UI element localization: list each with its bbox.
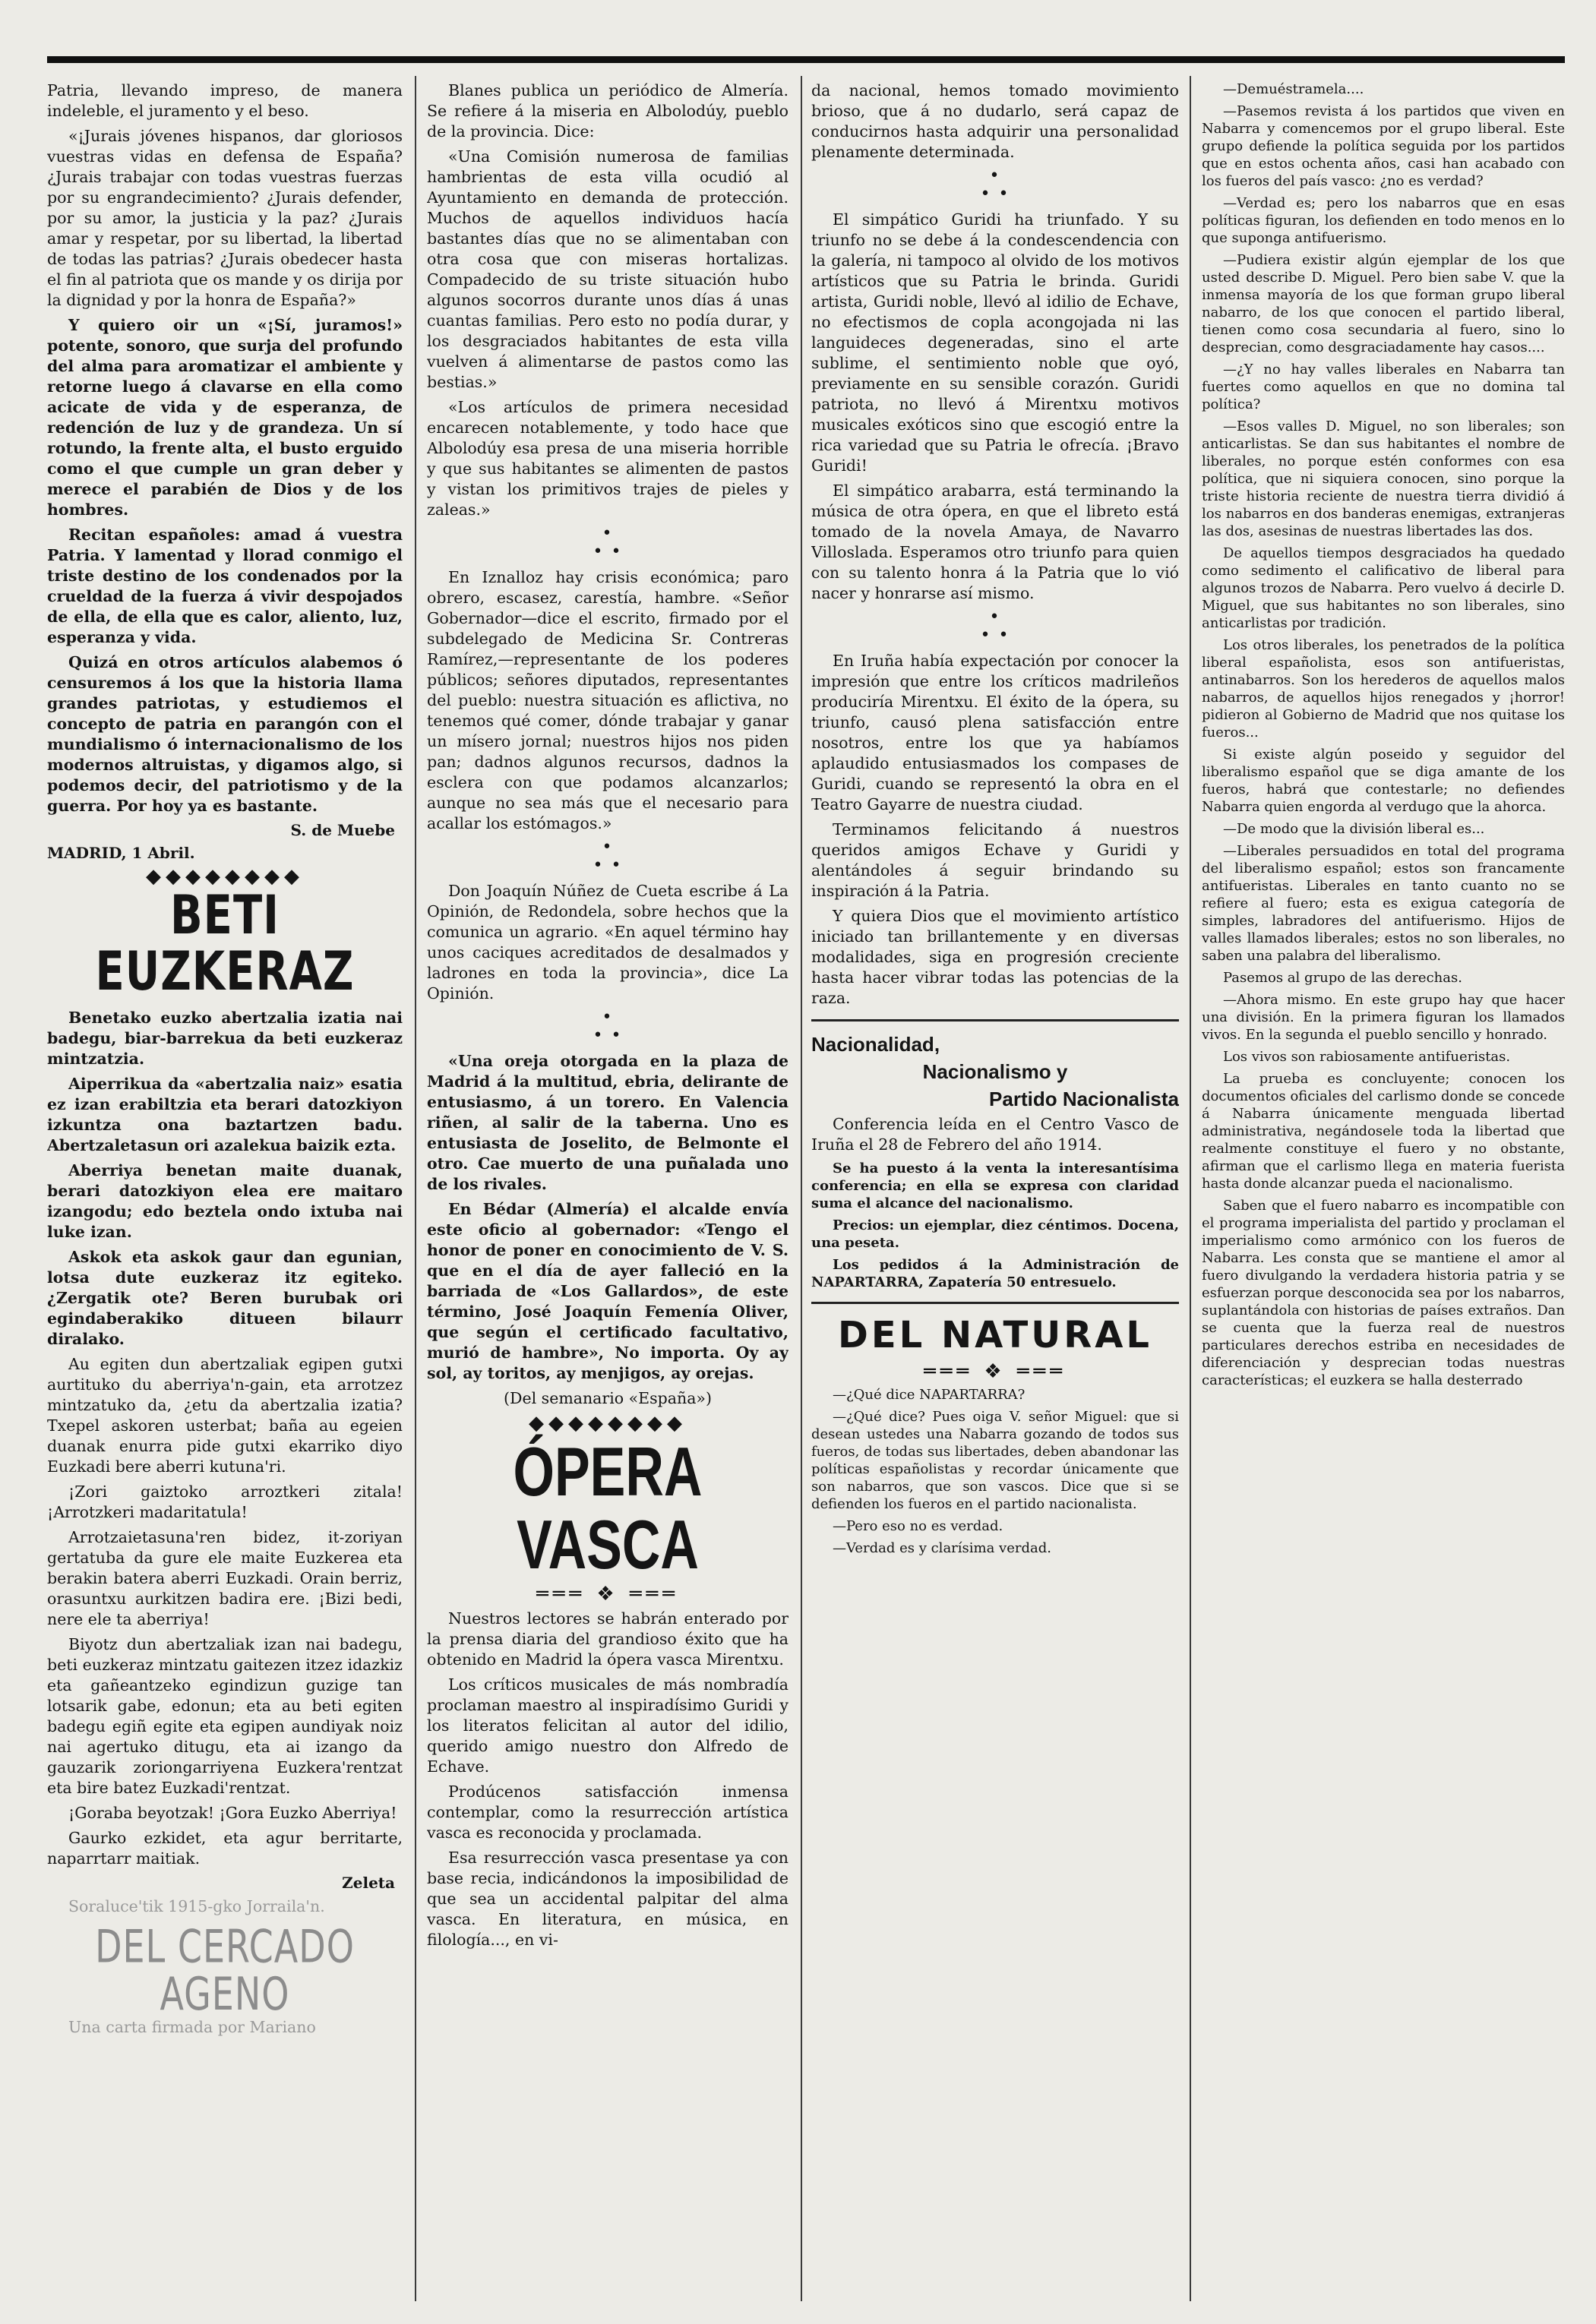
paragraph: —Ahora mismo. En este grupo hay que hacer una división. En la primera figuran los llamados vivos. En la segunda el pueblo sencillo y honrado. — [1202, 992, 1565, 1043]
section-rule — [811, 1019, 1179, 1021]
paragraph: Conferencia leída en el Centro Vasco de Iruña el 28 de Febrero del año 1914. — [811, 1115, 1179, 1154]
paragraph: Biyotz dun abertzaliak izan nai badegu, beti euzkeraz mintzatu gaitezen itzez idazkiz eta gañeantzeko egindizun guzige tan lotsarik gabe, edonun; eta au beti egiten badegu egiñ egite eta egipen aundiyak noiz nai agertuko ditugu, eta ai izango da gauzarik zoriongarriyena Euzkera'rentzat eta bire batez Euzkadi'rentzat. — [47, 1634, 403, 1797]
paragraph: «¡Jurais jóvenes hispanos, dar gloriosos vuestras vidas en defensa de España? ¿Jurais trabajar con todas vuestras fuerzas por su engrandecimiento? ¿Jurais defender, por su amor, la justicia y la paz? ¿Jurais amar y respetar, por su libertad, la libertad de todas las patrias? ¿Jurais obedecer hasta el fin al patriota que os mande y os dirija por la dignidad y por la honra de España?» — [47, 127, 403, 309]
column-1 — [47, 81, 403, 2306]
paragraph: Los otros liberales, los penetrados de la política liberal españolista, esos son antifueristas, antinabarros. Son los herederos de aquellos malos nabarros, de aquellos hijos renegados y ¡horror! pidieron al Gobierno de Madrid que nos quitase los fueros... — [1202, 637, 1565, 740]
headline-del-cercado-ageno: DEL CERCADO AGENO — [95, 1919, 355, 2021]
stars-separator: • • • — [593, 1008, 623, 1045]
paragraph: da nacional, hemos tomado movimiento brioso, que á no dudarlo, será capaz de conducirnos hasta adquirir una personalidad plenamente determinada. — [811, 81, 1179, 161]
paragraph: —Pasemos revista á los partidos que viven en Nabarra y comencemos por el grupo liberal. Este grupo defiende la política seguida por los partidos que en estos ochenta años, casi han acabado con los fueros del país vasco: ¿no es verdad? — [1202, 103, 1565, 189]
paragraph: «Los artículos de primera necesidad encarecen notablemente, y todo hace que Albolodúy esa presa de una miseria horrible y que sus habitantes se alimenten de pastos y vistan los primitivos trajes de pieles y zaleas.» — [427, 398, 789, 519]
paragraph: Una carta firmada por Mariano — [68, 2018, 316, 2037]
paragraph: En Iznalloz hay crisis económica; paro obrero, escasez, carestía, hambre. «Señor Gobernador—dice el escrito, firmado por el subdelegado de Medicina Sr. Contreras Ramírez,—representante de los poderes públicos; señores diputados, representantes del pueblo: nuestra situación es aflictiva, no tenemos qué comer, dónde trabajar y ganar un mísero jornal; nuestros hijos nos piden pan; dadnos algunos recursos, dadnos la esclera con que podamos alcanzarlos; aunque no sea más que el necesario para acallar los estómagos.» — [427, 568, 789, 832]
dateline: MADRID, 1 Abril. — [47, 844, 195, 862]
paragraph: —¿Qué dice NAPARTARRA? — [833, 1387, 1026, 1404]
paragraph: «Una oreja otorgada en la plaza de Madrid á la multitud, ebria, delirante de entusiasmo, á un torero. En Valencia riñen, al salir de la taberna. Uno es entusiasta de Joselito, de Belmonte el otro. Cae muerto de una puñalada uno de los rivales. — [427, 1052, 789, 1193]
paragraph: Y quiera Dios que el movimiento artístico iniciado tan brillantemente y en diversas modalidades, siga en progresión creciente hasta hacer vibrar todas las potencias de la raza. — [811, 907, 1179, 1007]
paragraph: —¿Y no hay valles liberales en Nabarra tan fuertes como aquellos en que no domina tal política? — [1202, 362, 1565, 412]
column-2 — [427, 81, 789, 2306]
paragraph: —Esos valles D. Miguel, no son liberales; son anticarlistas. Se dan sus habitantes el nombre de liberales, no porque estén conformes con esa política, que ni siquiera conocen, sino porque la triste historia reciente de nuestra tierra dividió á los nabarros en dos banderas enemigas, extranjeras las dos, asesinas de nuestras libertades las dos. — [1202, 418, 1565, 539]
paragraph: Recitan españoles: amad á vuestra Patria. Y lamentad y llorad conmigo el triste destino de los condenados por la crueldad de la fuerza á vivir despojados de ella, de ella que es calor, aliento, luz, esperanza y vida. — [47, 526, 403, 646]
paragraph: Y quiero oir un «¡Sí, juramos!» potente, sonoro, que surja del profundo del alma para aromatizar el ambiente y retorne luego á clavarse en ella como acicate de vida y de esperanza, de redención de luz y de grandeza. Un sí rotundo, la frente alta, el busto erguido como el que cumple un gran deber y merece el parabién de Dios y de los hombres. — [47, 316, 403, 519]
paragraph: —Pero eso no es verdad. — [833, 1518, 1003, 1535]
paragraph: Los pedidos á la Administración de NAPARTARRA, Zapatería 50 entresuelo. — [811, 1257, 1179, 1290]
paragraph: Precios: un ejemplar, diez céntimos. Docena, una peseta. — [811, 1217, 1179, 1251]
paragraph: Quizá en otros artículos alabemos ó censuremos á los que la historia llama grandes patriotas, y estudiemos el concepto de patria en parangón con el mundialismo ó internacionalismo de los modernos altruistas, y digamos algo, si podemos decir, del patriotismo y de la guerra. Por hoy ya es bastante. — [47, 653, 403, 815]
paragraph: ¡Goraba beyotzak! ¡Gora Euzko Aberriya! — [68, 1803, 397, 1822]
column-divider — [801, 76, 802, 2301]
column-divider — [415, 76, 416, 2301]
paragraph: Gaurko ezkidet, eta agur berritarte, naparrtarr maitiak. — [47, 1828, 403, 1868]
signature: S. de Muebe — [290, 821, 395, 839]
paragraph: —Pudiera existir algún ejemplar de los que usted describe D. Miguel. Pero bien sabe V. que la inmensa mayoría de los que forman grupo liberal nabarro, de los que conocen el partido liberal, tienen como cosa secundaria al fuero, sino lo desprecian, como desgraciadamente hay casos.... — [1202, 252, 1565, 355]
paragraph: Esa resurrección vasca presentase ya con base recia, indicándonos la imposibilidad de que sea un accidental palpitar del alma vasca. En literatura, en música, en filología..., en vi- — [427, 1849, 789, 1949]
wave-ornament: ◆◆◆◆◆◆◆◆ — [529, 1412, 687, 1435]
paragraph: —De modo que la división liberal es... — [1223, 821, 1485, 837]
paragraph: Se ha puesto á la venta la interesantísima conferencia; en ella se expresa con claridad suma el alcance del nacionalismo. — [811, 1160, 1179, 1211]
source-credit: (Del semanario «España») — [504, 1389, 712, 1407]
paragraph: Arrotzaietasuna'ren bidez, it-zoriyan gertatuba da gure ele maite Euzkerea eta berakin batera aberri Euzkadi. Orain berriz, orasuntxu aurkitzen badira ere. ¡Bizi bedi, nere ele ta aberriya! — [47, 1527, 403, 1628]
headline-del-natural: DEL NATURAL — [838, 1314, 1152, 1356]
paragraph: Aberriya benetan maite duanak, berari datozkiyon elea ere maitaro izangodu; edo beztela ondo ixtuba nai luke izan. — [47, 1160, 403, 1241]
paragraph: Nuestros lectores se habrán enterado por la prensa diaria del grandioso éxito que ha obtenido en Madrid la ópera vasca Mirentxu. — [427, 1609, 789, 1669]
stars-separator: • • • — [593, 524, 623, 561]
column-divider — [1190, 76, 1191, 2301]
paragraph: Benetako euzko abertzalia izatia nai badegu, biar-barrekua da beti euzkeraz mintzatzia. — [47, 1008, 403, 1068]
column-4 — [1202, 81, 1565, 2306]
paragraph: Si existe algún poseido y seguidor del liberalismo español que se diga amante de los fueros, habrá que contestarle; no defiendes Nabarra quien engorda al verdugo que la ahorca. — [1202, 747, 1565, 815]
paragraph: —Liberales persuadidos en total del programa del liberalismo español; estos son francamente antifueristas. Liberales en tanto cuanto no se refiere al fuero; esta es exigua categoría de simples, labradores del antifuerismo. Hijos de valles llamados liberales; estos no son liberales, no saben una palabra del liberalismo. — [1202, 843, 1565, 964]
paragraph: —Verdad es y clarísima verdad. — [833, 1540, 1051, 1557]
stars-separator: • • • — [593, 838, 623, 875]
paragraph: En Bédar (Almería) el alcalde envía este oficio al gobernador: «Tengo el honor de poner en conocimiento de V. S. que en el día de ayer falleció en la barriada de «Los Gallardos», de este término, José Joaquín Femenía Oliver, que según el certificado facultativo, murió de hambre», No importa. Oy ay sol, ay toritos, ay menjigos, ay orejas. — [427, 1200, 789, 1382]
headline-opera-vasca: ÓPERA VASCA — [513, 1433, 703, 1583]
paragraph: ¡Zori gaiztoko arroztkeri zitala! ¡Arrotzkeri madaritatula! — [47, 1482, 403, 1521]
paragraph: Au egiten dun abertzaliak egipen gutxi aurtituko du aberriya'n-gain, eta arrotzez mintzatuko da, ¿etu da abertzalia izatia? Txepel askoren usterbat; baña au egeien duanak enurra pide gutxi ekarriko diyo Euzkadi bere aberri kutuna'ri. — [47, 1354, 403, 1476]
top-rule — [47, 56, 1565, 63]
headline-beti-euzkeraz: BETI EUZKERAZ — [95, 885, 355, 1003]
paragraph: Los críticos musicales de más nombradía proclaman maestro al inspiradísimo Guridi y los literatos felicitan al autor del idilio, querido amigo nuestro don Alfredo de Echave. — [427, 1675, 789, 1776]
paragraph: El simpático arabarra, está terminando la música de otra ópera, en que el libreto está tomado de la novela Amaya, de Navarro Villoslada. Esperamos otro triunfo para quien con su talento honra á la Patria que lo vió nacer y honrarse así mismo. — [811, 482, 1179, 602]
column-3 — [811, 81, 1179, 2306]
headline-nacionalidad: Nacionalidad, — [811, 1033, 940, 1056]
paragraph: La prueba es concluyente; conocen los documentos oficiales del carlismo donde se concede á Nabarra únicamente menguada libertad administrativa, negándosele toda la libertad que realmente constituye el fuero y no obstante, afirman que el carlismo llega en materia fuerista hasta donde alcanzar pueda el nacionalismo. — [1202, 1071, 1565, 1192]
paragraph: Askok eta askok gaur dan egunian, lotsa dute euzkeraz itz egiteko. ¿Zergatik ote? Beren burubak ori egindaberakiko ditueen bilaurr diralako. — [47, 1247, 403, 1348]
paragraph: Pasemos al grupo de las derechas. — [1223, 970, 1462, 986]
paragraph: Terminamos felicitando á nuestros queridos amigos Echave y Guridi y alentándoles á seguir brindando su inspiración á la Patria. — [811, 820, 1179, 900]
paragraph: Patria, llevando impreso, de manera indeleble, el juramento y el beso. — [47, 81, 403, 120]
stars-separator: • • • — [980, 608, 1010, 645]
paragraph: El simpático Guridi ha triunfado. Y su triunfo no se debe á la condescendencia con la galería, ni tampoco al olvido de los motivos artísticos que su Patria le brinda. Guridi artista, Guridi noble, llevó al idilio de Echave, no efectismos de copla acongojada ni las languideces degeneradas, sino el arte sublime, el sentimiento noble que oyó, previamente en su sensible corazón. Guridi patriota, no llevó á Mirentxu motivos musicales exóticos sino que escogió entre la rica variedad que su Patria le ofrecía. ¡Bravo Guridi! — [811, 210, 1179, 475]
paragraph: Prodúcenos satisfacción inmensa contemplar, como la resurrección artística vasca es reconocida y proclamada. — [427, 1782, 789, 1842]
paragraph: De aquellos tiempos desgraciados ha quedado como sedimento el calificativo de liberal para algunos trozos de Nabarra. Pero vuelvo á decirle D. Miguel, que sus habitantes no son liberales, sino anticarlistas por tradición. — [1202, 545, 1565, 631]
paragraph: Don Joaquín Núñez de Cueta escribe á La Opinión, de Redondela, sobre hechos que la comunica un agrario. «En aquel término hay unos caciques acreditados de desalmados y ladrones en toda la provincia», dice La Opinión. — [427, 882, 789, 1003]
paragraph: Los vivos son rabiosamente antifueristas. — [1223, 1049, 1511, 1065]
paragraph: Saben que el fuero nabarro es incompatible con el programa imperialista del partido y proclaman el imperialismo como armónico con los fueros de Nabarra. Les consta que se mantiene el amor al fuero divulgando la verdadera historia patria y se esfuerzan porque desconocida sea por los nabarros, suplantándola con historias de países extraños. Dan se cuenta que la fuerza real de nuestros particulares derechos estriba en necesidades de diferenciación y desprecian todas nuestras características; el euzkera se halla desterrado — [1202, 1198, 1565, 1388]
stars-separator: • • • — [980, 166, 1010, 204]
paragraph: Aiperrikua da «abertzalia naiz» esatia ez izan erabiltzia eta berari datozkiyon izkuntza ona baztartzen badu. Abertzaletasun ori azalekua baizik ezta. — [47, 1074, 403, 1154]
paragraph: En Iruña había expectación por conocer la impresión que entre los críticos madrileños produciría Mirentxu. El éxito de la ópera, su triunfo, causó plena satisfacción entre nosotros, entre los que ya habíamos aplaudido entusiasmados los compases de Guridi, cuando se representó la obra en el Teatro Gayarre de nuestra ciudad. — [811, 652, 1179, 813]
paragraph: Blanes publica un periódico de Almería. Se refiere á la miseria en Albolodúy, pueblo de la provincia. Dice: — [427, 81, 789, 141]
section-rule — [811, 1302, 1179, 1304]
signature: Zeleta — [342, 1873, 395, 1892]
rule-ornament: ═══ ❖ ═══ — [536, 1583, 679, 1606]
paragraph: —Verdad es; pero los nabarros que en esas políticas figuran, los defienden en todo menos en lo que suponga antifuerismo. — [1202, 195, 1565, 246]
rule-ornament: ═══ ❖ ═══ — [924, 1360, 1067, 1384]
headline-nacionalismo: Nacionalismo y — [922, 1060, 1068, 1083]
dateline: Soraluce'tik 1915-gko Jorraila'n. — [68, 1896, 325, 1915]
paragraph: «Una Comisión numerosa de familias hambrientas de esta villa ocudió al Ayuntamiento en demanda de protección. Muchos de aquellos individuos hacía bastantes días que no se alimentaban con otra cosa que con miseras hortalizas. Compadecido de su triste situación hubo algunos socorros durante unos días á unas cuantas familias. Pero esto no podía durar, y los desgraciados habitantes de esta villa vuelven á alimentarse de pastos como las bestias.» — [427, 147, 789, 391]
headline-partido-nacionalista: Partido Nacionalista — [989, 1088, 1179, 1110]
paragraph: —Demuéstramela.... — [1223, 81, 1364, 97]
wave-ornament: ◆◆◆◆◆◆◆◆ — [146, 865, 304, 888]
paragraph: —¿Qué dice? Pues oiga V. señor Miguel: que si desean ustedes una Nabarra gozando de todos sus fueros, de todas sus libertades, deben abandonar las políticas españolistas y recordar únicamente que son nabarros, que son vascos. Dice que si se defienden los fueros en el partido nacionalista. — [811, 1409, 1179, 1513]
